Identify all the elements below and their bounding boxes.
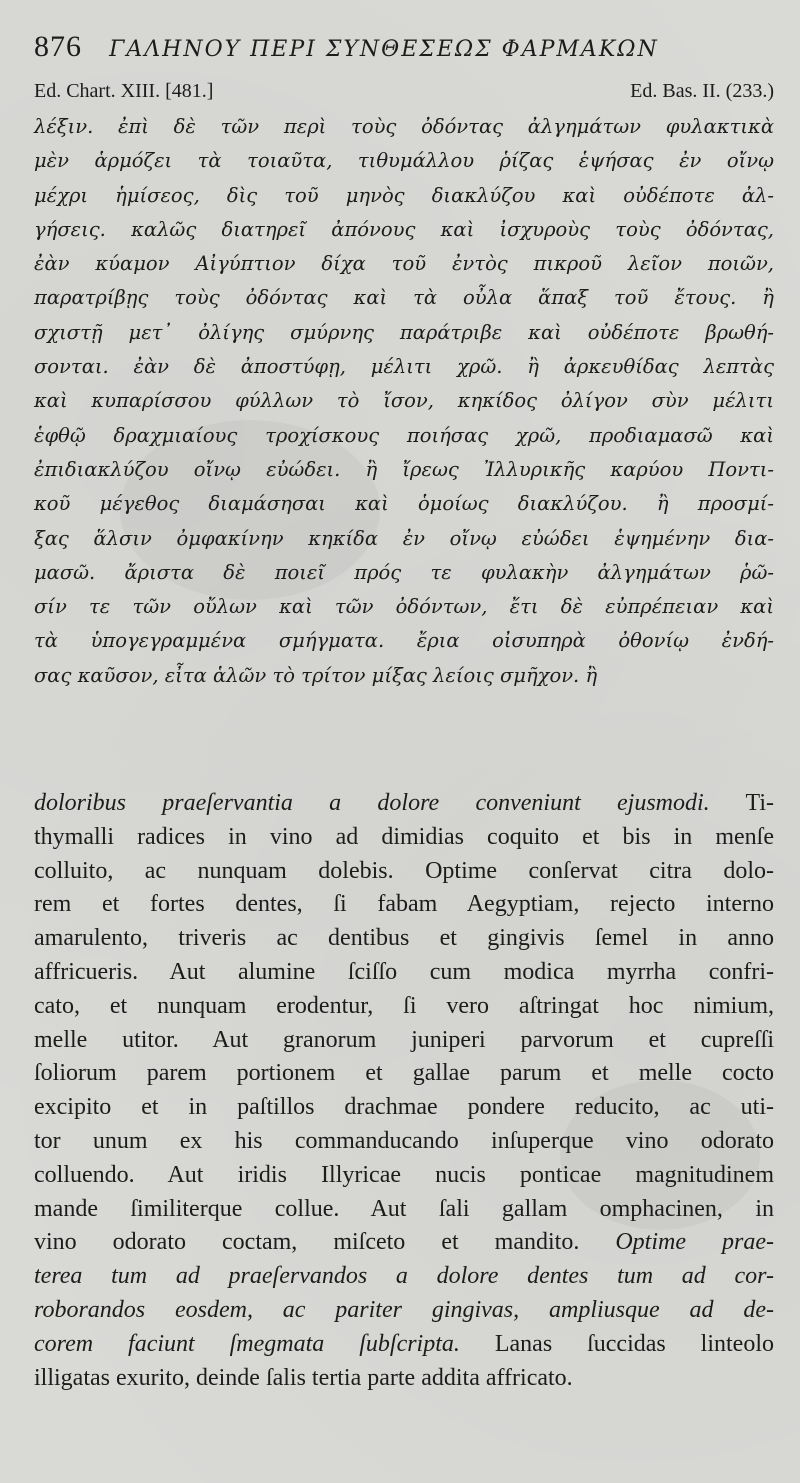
- latin-segment: mande ſimiliterque collue. Aut ſali gallam omphacinen, in: [34, 1195, 774, 1222]
- edition-ref-basel: Ed. Bas. II. (233.): [630, 80, 774, 102]
- latin-italic-segment: corem faciunt ſmegmata ſubſcripta.: [34, 1330, 460, 1357]
- latin-line: [34, 1226, 774, 1260]
- latin-line: [34, 855, 774, 889]
- greek-line: σίν τε τῶν οὔλων καὶ τῶν ὀδόντων, ἔτι δὲ εὐπρέπειαν καὶ: [34, 595, 774, 619]
- greek-line: μέχρι ἡμίσεος, δὶς τοῦ μηνὸς διακλύζου καὶ οὐδέποτε ἀλ-: [34, 183, 774, 207]
- latin-segment: Lanas ſuccidas linteolo: [459, 1330, 775, 1357]
- greek-line: καὶ κυπαρίσσου φύλλων τὸ ἴσον, κηκίδος ὀλίγον σὺν μέλιτι: [34, 389, 774, 413]
- greek-text-block: [34, 110, 774, 693]
- greek-line: ἑφθῷ δραχμιαίους τροχίσκους ποιήσας χρῶ, προδιαμασῶ καὶ: [34, 423, 774, 447]
- latin-segment: colluito, ac nunquam dolebis. Optime conſervat citra dolo-: [34, 857, 774, 884]
- latin-segment: amarulento, triveris ac dentibus et gingivis ſemel in anno: [34, 925, 774, 952]
- latin-segment: rem et fortes dentes, ſi fabam Aegyptiam, rejecto interno: [34, 891, 774, 918]
- edition-references: [34, 80, 774, 108]
- latin-line: [34, 821, 774, 855]
- latin-segment: tor unum ex his commanducando inſuperque vino odorato: [34, 1127, 774, 1154]
- latin-line: [34, 787, 774, 821]
- latin-line: [34, 1362, 774, 1396]
- greek-line: σας καῦσον, εἶτα ἁλῶν τὸ τρίτον μίξας λείοις σμῆχον. ἢ: [34, 663, 598, 687]
- latin-line: [34, 1193, 774, 1227]
- latin-line: [34, 1125, 774, 1159]
- latin-segment: excipito et in paſtillos drachmae pondere reducito, ac uti-: [34, 1094, 774, 1121]
- running-title: ΓΑΛΗΝΟΥ ΠΕΡΙ ΣΥΝΘΕΣΕΩΣ ΦΑΡΜΑΚΩΝ: [109, 37, 659, 62]
- latin-italic-segment: roborandos eosdem, ac pariter gingivas, ampliusque ad de-: [34, 1296, 774, 1323]
- greek-line: παρατρίβῃς τοὺς ὀδόντας καὶ τὰ οὖλα ἅπαξ τοῦ ἔτους. ἢ: [34, 286, 774, 310]
- greek-line: μασῶ. ἄριστα δὲ ποιεῖ πρός τε φυλακὴν ἀλγημάτων ῥῶ-: [34, 560, 774, 584]
- latin-line: [34, 1024, 774, 1058]
- greek-line: γήσεις. καλῶς διατηρεῖ ἀπόνους καὶ ἰσχυροὺς τοὺς ὀδόντας,: [34, 217, 774, 241]
- greek-line: μὲν ἁρμόζει τὰ τοιαῦτα, τιθυμάλλου ῥίζας ἑψήσας ἐν οἴνῳ: [34, 149, 774, 173]
- greek-line: ξας ἅλσιν ὀμφακίνην κηκίδα ἐν οἴνῳ εὐώδει ἑψημένην δια-: [34, 526, 774, 550]
- greek-line: λέξιν. ἐπὶ δὲ τῶν περὶ τοὺς ὀδόντας ἀλγημάτων φυλακτικὰ: [34, 115, 774, 138]
- latin-segment: affricueris. Aut alumine ſciſſo cum modica myrrha confri-: [34, 958, 774, 985]
- latin-segment: thymalli radices in vino ad dimidias coquito et bis in menſe: [34, 823, 774, 850]
- latin-line: [34, 1091, 774, 1125]
- greek-line: σχιστῇ μετ᾽ ὀλίγης σμύρνης παράτριβε καὶ οὐδέποτε βρωθή-: [34, 320, 774, 344]
- greek-line: κοῦ μέγεθος διαμάσησαι καὶ ὁμοίως διακλύζου. ἢ προσμί-: [34, 492, 774, 516]
- latin-italic-segment: Optime prae-: [615, 1229, 774, 1256]
- latin-segment: colluendo. Aut iridis Illyricae nucis ponticae magnitudinem: [34, 1161, 774, 1188]
- latin-segment: cato, et nunquam erodentur, ſi vero aſtringat hoc nimium,: [34, 992, 774, 1019]
- latin-segment: vino odorato coctam, miſceto et mandito.: [34, 1229, 616, 1256]
- greek-line: ἐὰν κύαμον Αἰγύπτιον δίχα τοῦ ἐντὸς πικροῦ λεῖον ποιῶν,: [34, 252, 774, 276]
- latin-line: [34, 1294, 774, 1328]
- latin-italic-segment: terea tum ad praeſervandos a dolore dentes tum ad cor-: [34, 1263, 774, 1290]
- latin-segment: melle utitor. Aut granorum juniperi parvorum et cupreſſi: [34, 1026, 774, 1053]
- greek-line: σονται. ἐὰν δὲ ἀποστύφῃ, μέλιτι χρῶ. ἢ ἀρκευθίδας λεπτὰς: [34, 355, 774, 379]
- latin-line: [34, 1260, 774, 1294]
- latin-text-block: [34, 787, 774, 1395]
- running-head: [34, 30, 774, 70]
- latin-italic-segment: doloribus praeſervantia a dolore conveniunt ejusmodi.: [34, 790, 710, 816]
- greek-line: τὰ ὑπογεγραμμένα σμήγματα. ἔρια οἰσυπηρὰ ὀθονίῳ ἐνδή-: [34, 629, 774, 653]
- latin-line: [34, 1159, 774, 1193]
- latin-line: [34, 990, 774, 1024]
- latin-line: [34, 1328, 774, 1362]
- latin-segment: ſoliorum parem portionem et gallae parum et melle cocto: [34, 1060, 774, 1087]
- latin-line: [34, 888, 774, 922]
- page-number: 876: [34, 30, 82, 63]
- latin-segment: Ti-: [709, 790, 774, 816]
- greek-line: ἐπιδιακλύζου οἴνῳ εὐώδει. ἢ ἴρεως Ἰλλυρικῆς καρύου Ποντι-: [34, 457, 774, 481]
- latin-line: [34, 1057, 774, 1091]
- latin-segment: illigatas exurito, deinde ſalis tertia parte addita affricato.: [34, 1364, 573, 1391]
- edition-ref-chartier: Ed. Chart. XIII. [481.]: [34, 80, 214, 102]
- latin-line: [34, 956, 774, 990]
- latin-line: [34, 922, 774, 956]
